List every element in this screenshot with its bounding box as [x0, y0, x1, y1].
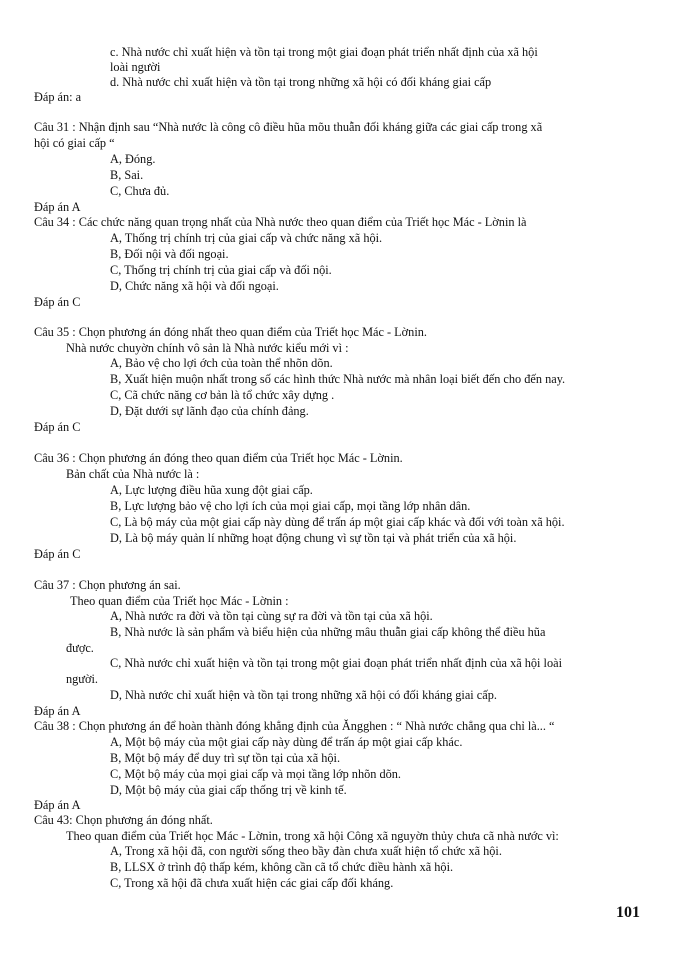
text-line: Câu 31 : Nhận định sau “Nhà nước là công cô điều hũa mõu thuẫn đối kháng giữa các giai cấp trong xã: [34, 120, 543, 134]
text-line: D, Đặt dưới sự lãnh đạo của chính đảng.: [110, 404, 309, 418]
page-number: 101: [616, 904, 640, 921]
text-line: B, Lực lượng bảo vệ cho lợi ích của mọi giai cấp, mọi tầng lớp nhân dân.: [110, 499, 471, 513]
text-line: A, Lực lượng điều hũa xung đột giai cấp.: [110, 483, 313, 497]
text-line: B, Nhà nước là sản phẩm và biểu hiện của những mâu thuẫn giai cấp không thể điều hũa: [110, 625, 546, 639]
text-line: C, Cã chức năng cơ bản là tổ chức xây dựng .: [110, 388, 335, 402]
text-line: Câu 43: Chọn phương án đóng nhất.: [34, 813, 213, 827]
text-line: Đáp án: a: [34, 90, 82, 104]
text-line: Câu 38 : Chọn phương án để hoàn thành đóng khẳng định của Ăngghen : “ Nhà nước chẳng qua chỉ là... “: [34, 719, 555, 733]
text-line: Đáp án A: [34, 200, 81, 214]
text-line: Đáp án C: [34, 420, 81, 434]
text-line: B, Sai.: [110, 168, 144, 182]
text-line: Đáp án C: [34, 295, 81, 309]
text-line: d. Nhà nước chỉ xuất hiện và tồn tại trong những xã hội có đối kháng giai cấp: [110, 75, 492, 89]
text-line: được.: [66, 641, 94, 655]
text-line: Đáp án A: [34, 704, 81, 718]
text-line: B, Xuất hiện muộn nhất trong số các hình thức Nhà nước mà nhân loại biết đến cho đến nay.: [110, 372, 566, 386]
text-line: C, Một bộ máy của mọi giai cấp và mọi tầng lớp nhõn dõn.: [110, 767, 401, 781]
text-line: D, Là bộ máy quản lí những hoạt động chung vì sự tồn tại và phát triển của xã hội.: [110, 531, 517, 545]
text-line: Đáp án C: [34, 547, 81, 561]
text-line: Câu 34 : Các chức năng quan trọng nhất của Nhà nước theo quan điểm của Triết học Mác - Lờnin là: [34, 215, 527, 229]
text-line: Bản chất của Nhà nước là :: [66, 467, 200, 481]
text-line: C, Chưa đủ.: [110, 184, 170, 198]
text-line: c. Nhà nước chỉ xuất hiện và tồn tại trong một giai đoạn phát triển nhất định của xã hội: [110, 45, 538, 59]
text-line: C, Là bộ máy của một giai cấp này dùng để trấn áp một giai cấp khác và đối với toàn xã hội.: [110, 515, 565, 529]
text-line: loài người: [110, 60, 161, 74]
text-line: D, Nhà nước chỉ xuất hiện và tồn tại trong những xã hội có đối kháng giai cấp.: [110, 688, 497, 702]
text-line: hội có giai cấp “: [34, 136, 115, 150]
text-line: người.: [66, 672, 98, 686]
text-line: A, Nhà nước ra đời và tồn tại cùng sự ra đời và tồn tại của xã hội.: [110, 609, 433, 623]
text-line: C, Trong xã hội đã chưa xuất hiện các giai cấp đối kháng.: [110, 876, 394, 890]
text-line: Câu 35 : Chọn phương án đóng nhất theo quan điểm của Triết học Mác - Lờnin.: [34, 325, 427, 339]
text-line: C, Nhà nước chỉ xuất hiện và tồn tại trong một giai đoạn phát triển nhất định của xã hội loài: [110, 656, 562, 670]
text-line: Nhà nước chuyờn chính vô sản là Nhà nước kiểu mới vì :: [66, 341, 349, 355]
text-line: D, Một bộ máy của giai cấp thống trị về kinh tế.: [110, 783, 347, 797]
text-line: A, Đóng.: [110, 152, 156, 166]
text-line: A, Bảo vệ cho lợi ớch của toàn thể nhõn dõn.: [110, 356, 333, 370]
text-line: A, Một bộ máy của một giai cấp này dùng để trấn áp một giai cấp khác.: [110, 735, 463, 749]
text-line: Câu 37 : Chọn phương án sai.: [34, 578, 181, 592]
text-line: A, Trong xã hội đã, con người sống theo bầy đàn chưa xuất hiện tổ chức xã hội.: [110, 844, 502, 858]
text-line: C, Thống trị chính trị của giai cấp và đối nội.: [110, 263, 332, 277]
text-line: Đáp án A: [34, 798, 81, 812]
text-line: B, Một bộ máy để duy trì sự tồn tại của xã hội.: [110, 751, 341, 765]
text-line: B, LLSX ở trình độ thấp kém, không cần cã tổ chức điều hành xã hội.: [110, 860, 454, 874]
text-line: Theo quan điểm của Triết học Mác - Lờnin :: [70, 594, 289, 608]
text-line: D, Chức năng xã hội và đối ngoại.: [110, 279, 279, 293]
text-line: Câu 36 : Chọn phương án đóng theo quan điểm của Triết học Mác - Lờnin.: [34, 451, 403, 465]
text-line: B, Đối nội và đối ngoại.: [110, 247, 229, 261]
text-line: A, Thống trị chính trị của giai cấp và chức năng xã hội.: [110, 231, 383, 245]
text-line: Theo quan điểm của Triết học Mác - Lờnin, trong xã hội Công xã nguyờn thủy chưa cã nhà nước vì:: [66, 829, 559, 843]
